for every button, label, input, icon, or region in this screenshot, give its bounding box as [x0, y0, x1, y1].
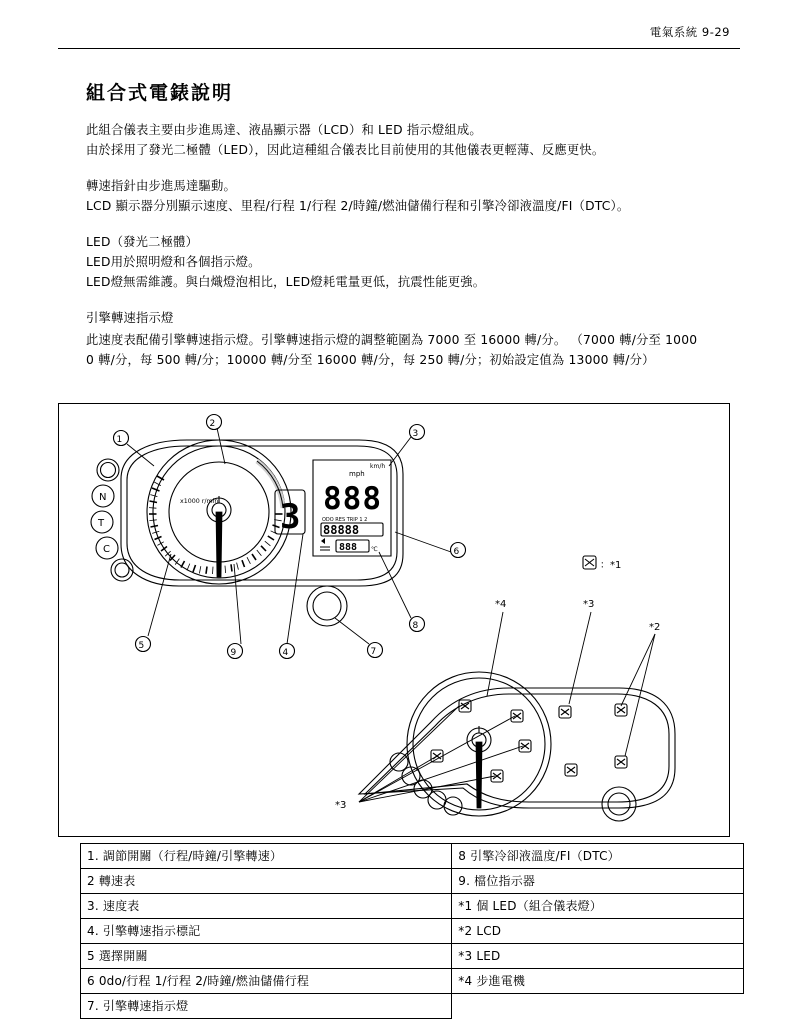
paragraph-line: LED（發光二極體） — [86, 235, 199, 249]
legend-cell-right — [452, 994, 744, 1019]
legend-cell-right: *3 LED — [452, 944, 744, 969]
header-rule — [58, 48, 740, 49]
legend-cell-left: 7. 引擎轉速指示燈 — [81, 994, 452, 1019]
svg-text:1: 1 — [116, 435, 123, 445]
legend-cell-right: *1 個 LED（組合儀表燈） — [452, 894, 744, 919]
svg-text:℃: ℃ — [371, 546, 378, 553]
paragraph-line: 轉速指針由步進馬達驅動。 — [86, 179, 236, 193]
paragraph-line: 此速度表配備引擎轉速指示燈。引擎轉速指示燈的調整範圍為 7000 至 16000 轉/分。 （7000 轉/分至 1000 — [86, 333, 698, 347]
gear-digit: 3 — [280, 497, 301, 537]
table-row — [81, 844, 744, 869]
legend-cell-right: *2 LCD — [452, 919, 744, 944]
svg-text:3: 3 — [412, 429, 419, 439]
legend-cell-left: 6 0do/行程 1/行程 2/時鐘/燃油儲備行程 — [81, 969, 452, 994]
star-label-3-lower: *3 — [335, 800, 347, 811]
legend-cell-right: 9. 檔位指示器 — [452, 869, 744, 894]
svg-text:5: 5 — [138, 641, 145, 651]
legend-cell-right: *4 步進電機 — [452, 969, 744, 994]
temp-digits: 888 — [339, 542, 358, 553]
svg-text:9: 9 — [230, 648, 237, 658]
paragraph-tacho — [86, 176, 736, 216]
paragraph-line: LED燈無需維護。與白熾燈泡相比，LED燈耗電量更低，抗震性能更強。 — [86, 275, 486, 289]
svg-text:7: 7 — [370, 647, 377, 657]
table-row — [81, 894, 744, 919]
section-heading-rev-indicator: 引擎轉速指示燈 — [86, 311, 174, 325]
star-label-4: *4 — [495, 599, 507, 610]
svg-text:mph: mph — [349, 470, 365, 478]
svg-text:2: 2 — [209, 419, 216, 429]
body-text — [86, 120, 736, 370]
figure-instrument-cluster — [58, 403, 730, 837]
table-row — [81, 869, 744, 894]
paragraph-rev-indicator — [86, 330, 736, 370]
svg-text:C: C — [103, 544, 110, 555]
paragraph-line: LED用於照明燈和各個指示燈。 — [86, 255, 261, 269]
paragraph-line: 由於採用了發光二極體（LED），因此這種組合儀表比目前使用的其他儀表更輕薄、反應更快。 — [86, 143, 605, 157]
svg-text:8: 8 — [412, 621, 419, 631]
table-row — [81, 944, 744, 969]
legend-table — [80, 843, 744, 1019]
legend-star1: ：*1 — [600, 560, 622, 571]
legend-cell-left: 1. 調節開關（行程/時鐘/引擎轉速） — [81, 844, 452, 869]
svg-text:N: N — [99, 492, 107, 503]
svg-text:6: 6 — [453, 547, 460, 557]
legend-cell-left: 2 轉速表 — [81, 869, 452, 894]
svg-text:km/h: km/h — [370, 463, 386, 470]
legend-cell-left: 4. 引擎轉速指示標記 — [81, 919, 452, 944]
page-title: 組合式電錶說明 — [86, 82, 234, 104]
legend-cell-left: 3. 速度表 — [81, 894, 452, 919]
lcd-mode-labels: ODO RES TRIP 1 2 — [322, 517, 368, 523]
speed-digits: 888 — [323, 481, 382, 517]
running-head: 電氣系統 9-29 — [649, 25, 730, 39]
table-row — [81, 994, 744, 1019]
legend-cell-left: 5 選擇開關 — [81, 944, 452, 969]
table-row — [81, 969, 744, 994]
paragraph-line: 0 轉/分，每 500 轉/分；10000 轉/分至 16000 轉/分，每 250 轉/分；初始設定值為 13000 轉/分） — [86, 353, 655, 367]
svg-text:4: 4 — [282, 648, 289, 658]
odo-digits: 88888 — [323, 523, 360, 537]
paragraph-led — [86, 232, 736, 292]
paragraph-line: 此組合儀表主要由步進馬達、液晶顯示器（LCD）和 LED 指示燈組成。 — [86, 123, 482, 137]
paragraph-line: LCD 顯示器分別顯示速度、里程/行程 1/行程 2/時鐘/燃油儲備行程和引擎冷卻液溫度/FI（DTC）。 — [86, 199, 630, 213]
instrument-cluster-drawing — [59, 404, 729, 836]
paragraph-intro — [86, 120, 736, 160]
svg-text:T: T — [98, 518, 105, 529]
star-label-3-upper: *3 — [583, 599, 595, 610]
legend-cell-right: 8 引擎冷卻液溫度/FI（DTC） — [452, 844, 744, 869]
tacho-scale-label: x1000 r/min — [180, 498, 219, 505]
star-label-2: *2 — [649, 622, 661, 633]
table-row — [81, 919, 744, 944]
